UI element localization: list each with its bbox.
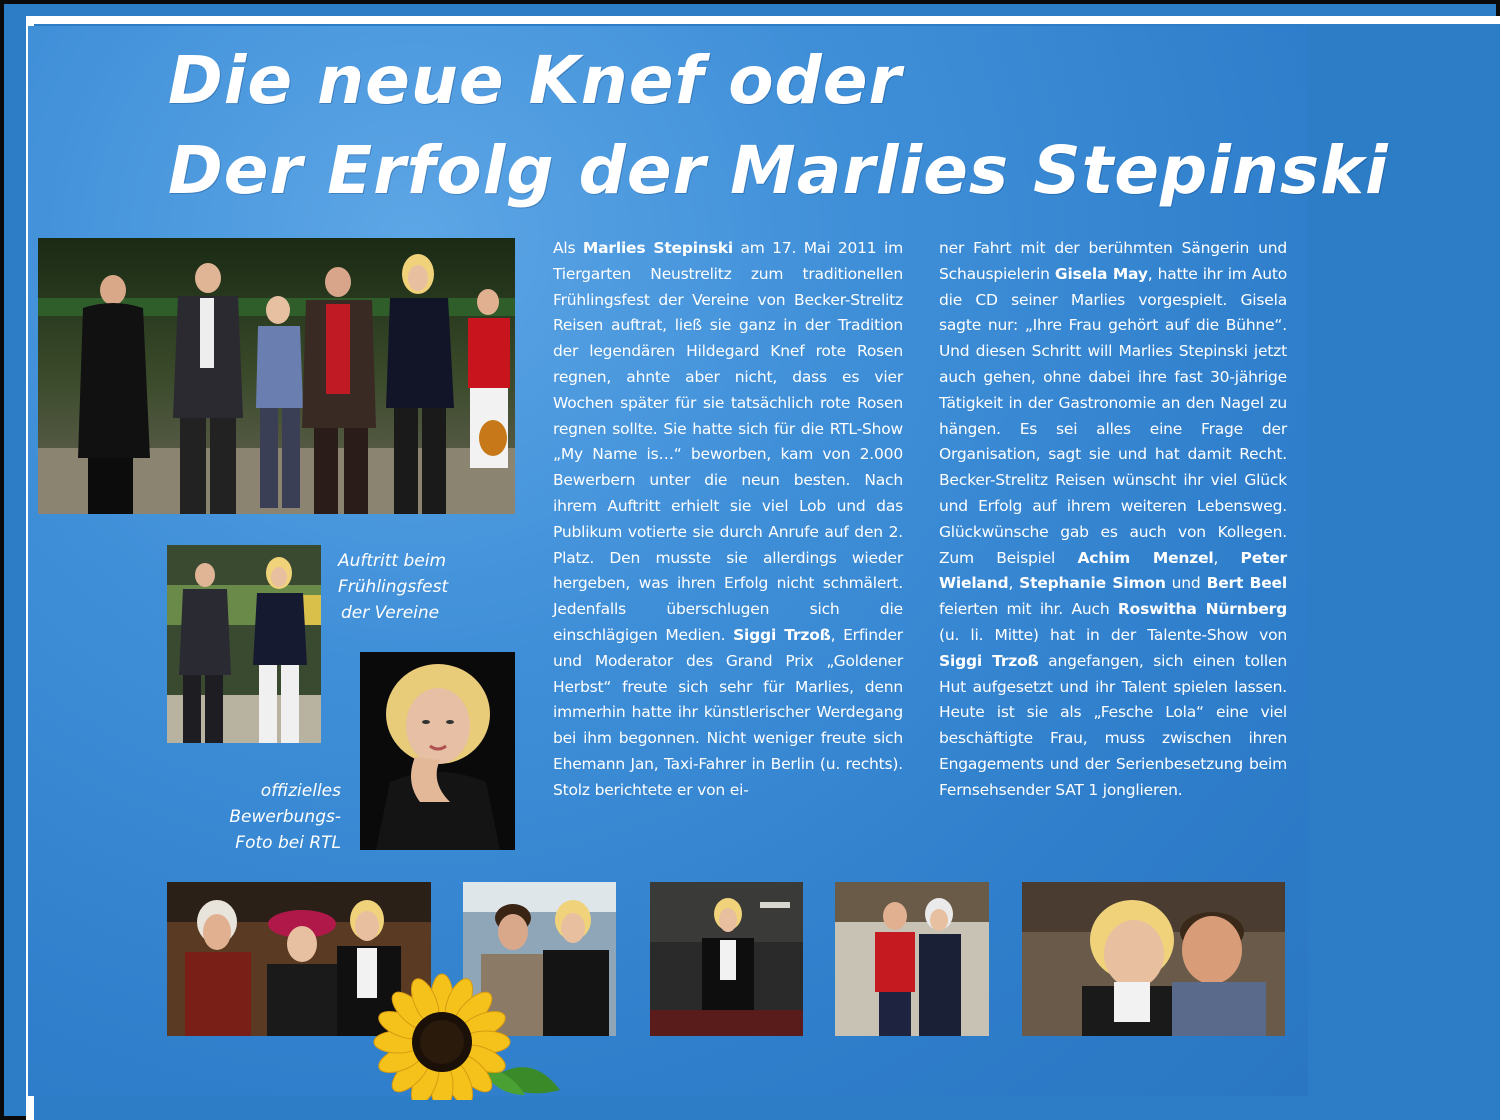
article-name-bold: Achim Menzel: [1077, 548, 1214, 567]
photo-bottom-5-couple: [1022, 882, 1285, 1036]
article-text: ,: [1008, 574, 1020, 593]
article-paragraph: [553, 236, 903, 804]
photo-stage-performance: [38, 238, 515, 514]
caption-rtl: [210, 778, 341, 856]
article-text: ner Fahrt mit der berühmten Sängerin und Schauspielerin: [939, 239, 1287, 283]
article-text: angefangen, sich einen tollen Hut aufgesetzt und ihr Talent spielen lassen. Heute ist sie als „Fesche Lola“ eine viel beschäftigte Frau, muss zwischen ihren Engagements und der Serienbesetzung beim Fernsehsender SAT 1 jonglieren.: [939, 651, 1287, 799]
caption-festival: [338, 548, 518, 626]
article-column-2: [939, 236, 1287, 804]
article-name-bold: Marlies Stepinski: [582, 239, 733, 257]
headline-line-1: Die neue Knef oder: [168, 42, 903, 119]
caption-rtl-line-1: offizielles: [260, 781, 341, 801]
caption-festival-line-1: Auftritt beim: [338, 551, 447, 571]
article-paragraph: [939, 236, 1287, 804]
article-column-1: [553, 236, 903, 804]
article-name-bold: Bert Beel: [1206, 574, 1287, 593]
article-name-bold: Gisela May: [1054, 264, 1148, 283]
headline-line-2: Der Erfolg der Marlies Stepinski: [168, 132, 1389, 209]
sunflower-decoration: [360, 970, 560, 1100]
article-name-bold: Siggi Trzoß: [939, 651, 1039, 670]
photo-bottom-4-stage-duo: [835, 882, 989, 1036]
article-text: ,: [1213, 548, 1241, 567]
caption-rtl-line-3: Foto bei RTL: [235, 833, 341, 853]
article-text: Als: [553, 239, 583, 257]
photo-festival-duet: [167, 545, 321, 743]
headline: [168, 36, 1389, 216]
article-text: und: [1165, 574, 1207, 593]
photo-bottom-3-singing: [650, 882, 803, 1036]
caption-festival-line-2: Frühlingsfest: [338, 577, 449, 597]
article-text: (u. li. Mitte) hat in der Talente-Show von: [939, 625, 1287, 644]
photo-rtl-portrait: [360, 652, 515, 850]
article-name-bold: Roswitha Nürnberg: [1117, 600, 1288, 619]
article-name-bold: Siggi Trzoß: [733, 625, 831, 644]
article-text: am 17. Mai 2011 im Tiergarten Neustrelitz zum traditionellen Frühlingsfest der Vereine von Becker-Strelitz Reisen auftrat, ließ sie ganz in der Tradition der legendären Hildegard Knef rote Rosen regnen, ahnte aber nicht, dass es vier Wochen später für sie tatsächlich rote Rosen regnen sollte. Sie hatte sich für die RTL-Show „My Name is…“ beworben, kam von 2.000 Bewerbern unter die neun besten. Nach ihrem Auftritt erhielt sie viel Lob und das Publikum votierte sie durch Anrufe auf den 2. Platz. Den musste sie allerdings wieder hergeben, was ihren Erfolg nicht schmälert. Jedenfalls überschlugen sich die einschlägigen Medien.: [553, 239, 903, 644]
article-text: feierten mit ihr. Auch: [939, 600, 1118, 619]
article-text: , Erfinder und Moderator des Grand Prix „Goldener Herbst“ freute sich sehr für Marlies, denn immerhin hatte ihr künstlerischer Werdegang bei ihm begonnen. Nicht weniger freute sich Ehemann Jan, Taxi-Fahrer in Berlin (u. rechts). Stolz berichtete er von ei-: [553, 625, 903, 799]
article-name-bold: Stephanie Simon: [1019, 574, 1166, 593]
article-text: , hatte ihr im Auto die CD seiner Marlies vorgespielt. Gisela sagte nur: „Ihre Frau gehört auf die Bühne“. Und diesen Schritt will Marlies Stepinski jetzt auch gehen, ohne dabei ihre fast 30-jährige Tätigkeit in der Gastronomie an den Nagel zu hängen. Es sei alles eine Frage der Organisation, sagt sie und hat damit Recht. Becker-Strelitz Reisen wünscht ihr viel Glück und Erfolg auf ihrem weiteren Lebensweg. Glückwünsche gab es auch von Kollegen. Zum Beispiel: [939, 264, 1287, 567]
caption-festival-line-3: der Vereine: [341, 603, 440, 623]
caption-rtl-line-2: Bewerbungs-: [229, 807, 341, 827]
article-name-bold: Peter Wieland: [939, 548, 1287, 593]
